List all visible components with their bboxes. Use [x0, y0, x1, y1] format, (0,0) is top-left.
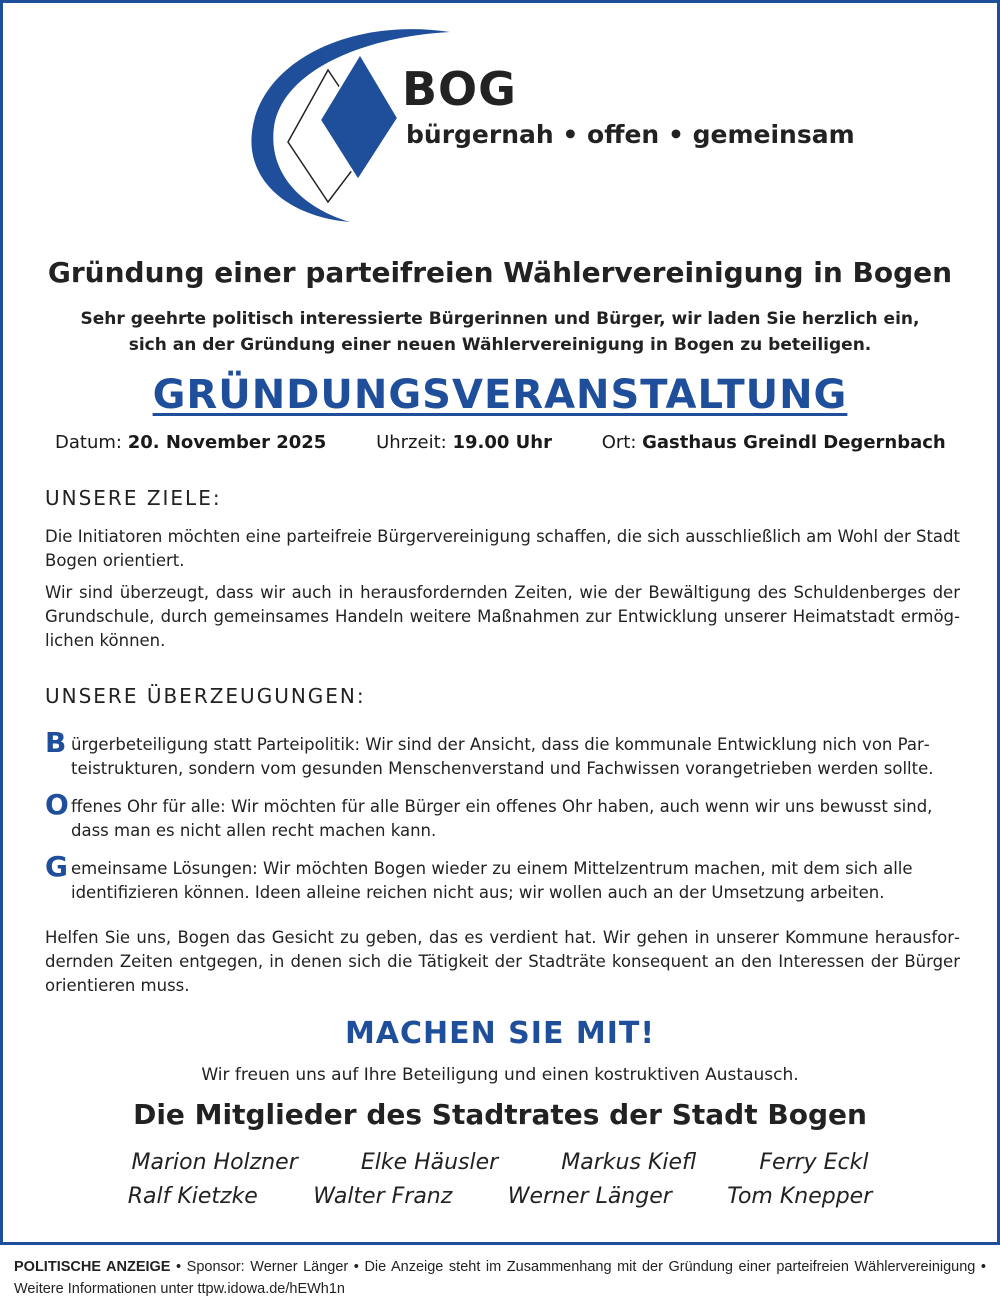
event-title: GRÜNDUNGSVERANSTALTUNG [152, 372, 848, 418]
footer-disclaimer [14, 1256, 986, 1300]
closing-text: Helfen Sie uns, Bogen das Gesicht zu geben, das es verdient hat. Wir gehen in unserer Kommune herausfordernden Zeiten entgegen, in denen sich die Tätigkeit der Stadträte konsequent an den Interessen der Bürger orientieren muss. [45, 928, 960, 995]
place-value: Gasthaus Greindl Degernbach [642, 432, 946, 453]
goals-paragraph-1: Die Initiatoren möchten eine parteifreie Bürgervereinigung schaffen, die sich ausschließlich am Wohl der Stadt Bogen orientiert. [45, 527, 960, 570]
belief-item-o [45, 788, 960, 843]
event-details [55, 432, 955, 453]
intro [0, 306, 1000, 358]
footer-label: POLITISCHE ANZEIGE [14, 1259, 171, 1275]
goals-heading: UNSERE ZIELE: [45, 486, 222, 510]
beliefs-heading: UNSERE ÜBERZEUGUNGEN: [45, 684, 366, 708]
member-name: Walter Franz [313, 1184, 453, 1209]
belief-item-g [45, 850, 960, 905]
call-to-action: MACHEN SIE MIT! [344, 1016, 656, 1051]
place-label: Ort: [601, 432, 637, 453]
date-group [55, 432, 326, 453]
place-group [602, 432, 946, 453]
footer-text: • Sponsor: Werner Länger • Die Anzeige steht im Zusammenhang mit der Gründung einer parteifreien Wählervereinigung • Weitere Informationen unter ttpw.idowa.de/hEWh1n [14, 1259, 986, 1297]
time-group [376, 432, 552, 453]
logo-name: BOG [402, 62, 517, 116]
belief-initial: G [45, 850, 68, 883]
member-name: Elke Häusler [360, 1150, 499, 1175]
time-value: 19.00 Uhr [452, 432, 552, 453]
time-label: Uhrzeit: [376, 432, 447, 453]
belief-initial: B [45, 726, 67, 759]
member-name: Werner Länger [507, 1184, 672, 1209]
belief-text: ffenes Ohr für alle: Wir möchten für alle Bürger ein offenes Ohr haben, auch wenn wir uns bewusst sind, dass man es nicht allen recht machen kann. [71, 797, 933, 840]
belief-text: ürgerbeteiligung statt Parteipolitik: Wir sind der Ansicht, dass die kommunale Entwicklung nich von Parteistrukturen, sondern vom gesunden Menschenverstand und Fachwissen vorangetrieben werden sollte. [71, 735, 934, 778]
invite-text: Wir freuen uns auf Ihre Beteiligung und einen kostruktiven Austausch. [201, 1065, 799, 1085]
goals-paragraph-2: Wir sind überzeugt, dass wir auch in herausfordernden Zeiten, wie der Bewältigung des Schuldenberges der Grundschule, durch gemeinsames Handeln weitere Maßnahmen zur Entwicklung unserer Heimatstadt ermöglichen können. [45, 583, 960, 650]
members-list [100, 1150, 900, 1218]
intro-line-1: Sehr geehrte politisch interessierte Bürgerinnen und Bürger, wir laden Sie herzlich ein, [80, 309, 920, 329]
date-label: Datum: [55, 432, 122, 453]
member-name: Markus Kiefl [561, 1150, 697, 1175]
member-name: Ralf Kietzke [127, 1184, 258, 1209]
member-name: Ferry Eckl [759, 1150, 869, 1175]
members-row-1 [100, 1150, 900, 1184]
intro-line-2: sich an der Gründung einer neuen Wählervereinigung in Bogen zu beteiligen. [128, 335, 872, 355]
goals-text [45, 525, 960, 661]
belief-item-b [45, 726, 960, 781]
date-value: 20. November 2025 [127, 432, 327, 453]
belief-initial: O [45, 788, 69, 821]
member-name: Marion Holzner [131, 1150, 298, 1175]
headline: Gründung einer parteifreien Wählervereinigung in Bogen [47, 256, 953, 289]
members-row-2 [100, 1184, 900, 1218]
logo-slogan: bürgernah • offen • gemeinsam [406, 120, 855, 149]
belief-text: emeinsame Lösungen: Wir möchten Bogen wieder zu einem Mittelzentrum machen, mit dem sich alle identifizieren können. Ideen alleine reichen nicht aus; wir wollen auch an der Umsetzung arbeiten. [71, 859, 913, 902]
members-title: Die Mitglieder des Stadtrates der Stadt Bogen [133, 1098, 867, 1131]
logo [240, 22, 855, 232]
member-name: Tom Knepper [727, 1184, 873, 1209]
